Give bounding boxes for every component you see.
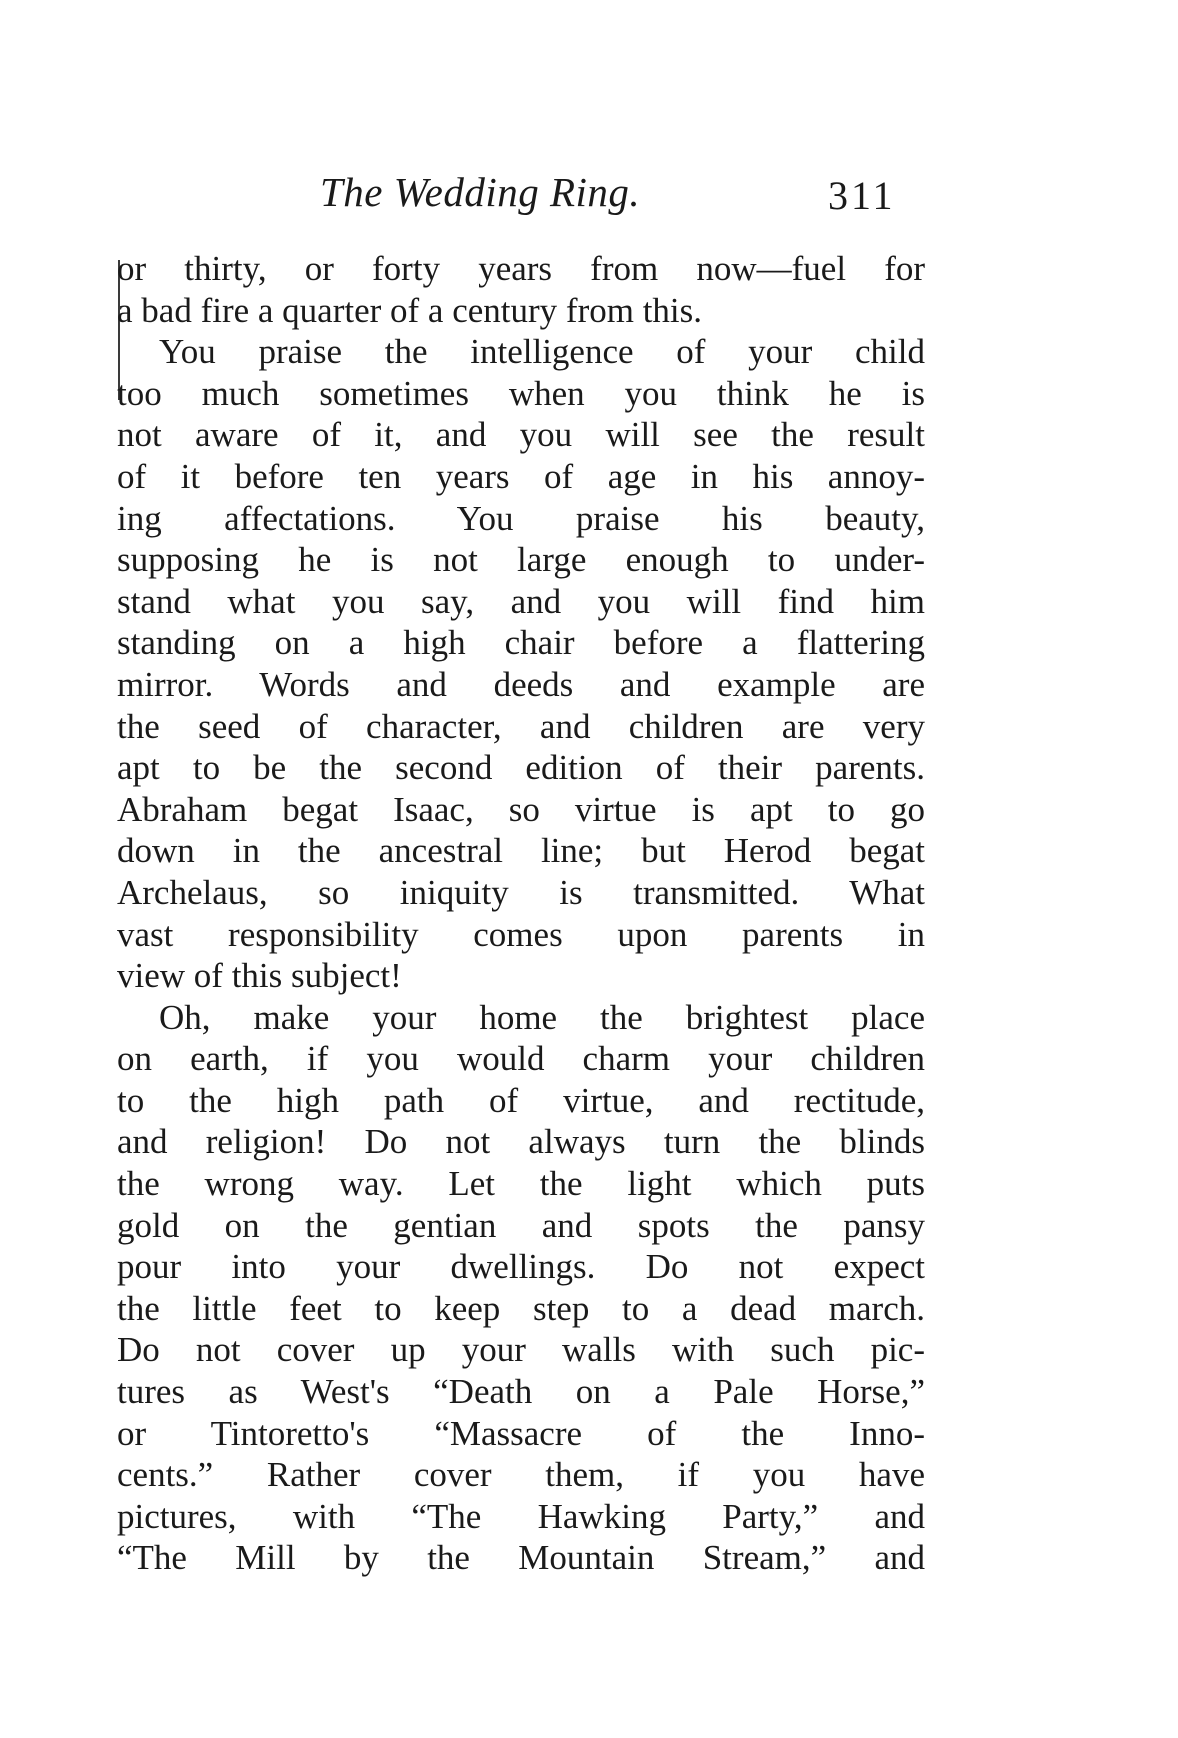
text-line: Abraham begat Isaac, so virtue is apt to go — [117, 789, 925, 829]
text-line: the wrong way. Let the light which puts — [117, 1164, 925, 1204]
text-line: tures as West's “Death on a Pale Horse,” — [117, 1372, 925, 1412]
text-line: the little feet to keep step to a dead march. — [117, 1288, 925, 1328]
text-line: apt to be the second edition of their parents. — [117, 748, 925, 788]
text-line: ing affectations. You praise his beauty, — [117, 498, 925, 538]
text-line: too much sometimes when you think he is — [117, 373, 925, 413]
text-line: “The Mill by the Mountain Stream,” and — [117, 1538, 925, 1578]
text-line: on earth, if you would charm your children — [117, 1039, 925, 1079]
text-line: vast responsibility comes upon parents in — [117, 914, 925, 954]
text-line: the seed of character, and children are very — [117, 706, 925, 746]
text-line: You praise the intelligence of your child — [159, 332, 925, 372]
text-line: pictures, with “The Hawking Party,” and — [117, 1496, 925, 1536]
text-line: not aware of it, and you will see the result — [117, 415, 925, 455]
text-line: pour into your dwellings. Do not expect — [117, 1247, 925, 1287]
text-line: or thirty, or forty years from now—fuel for — [117, 249, 925, 288]
text-line: view of this subject! — [117, 956, 402, 996]
text-line: a bad fire a quarter of a century from this. — [117, 290, 703, 330]
text-line: down in the ancestral line; but Herod begat — [117, 831, 925, 871]
text-line: cents.” Rather cover them, if you have — [117, 1455, 925, 1495]
text-line: stand what you say, and you will find him — [117, 581, 925, 621]
text-line: standing on a high chair before a flattering — [117, 623, 925, 663]
text-line: and religion! Do not always turn the blinds — [117, 1122, 925, 1162]
text-line: or Tintoretto's “Massacre of the Inno- — [117, 1413, 925, 1453]
text-line: mirror. Words and deeds and example are — [117, 664, 925, 704]
text-line: to the high path of virtue, and rectitude, — [117, 1080, 925, 1120]
running-title: The Wedding Ring. — [320, 169, 641, 215]
text-line: Oh, make your home the brightest place — [159, 997, 925, 1037]
body-text — [117, 248, 925, 1579]
text-line: supposing he is not large enough to under- — [117, 540, 925, 580]
text-line: Archelaus, so iniquity is transmitted. What — [117, 872, 925, 912]
page-number: 311 — [828, 173, 896, 218]
text-line: Do not cover up your walls with such pic- — [117, 1330, 925, 1370]
text-line: of it before ten years of age in his annoy- — [117, 456, 925, 496]
text-line: gold on the gentian and spots the pansy — [117, 1205, 925, 1245]
